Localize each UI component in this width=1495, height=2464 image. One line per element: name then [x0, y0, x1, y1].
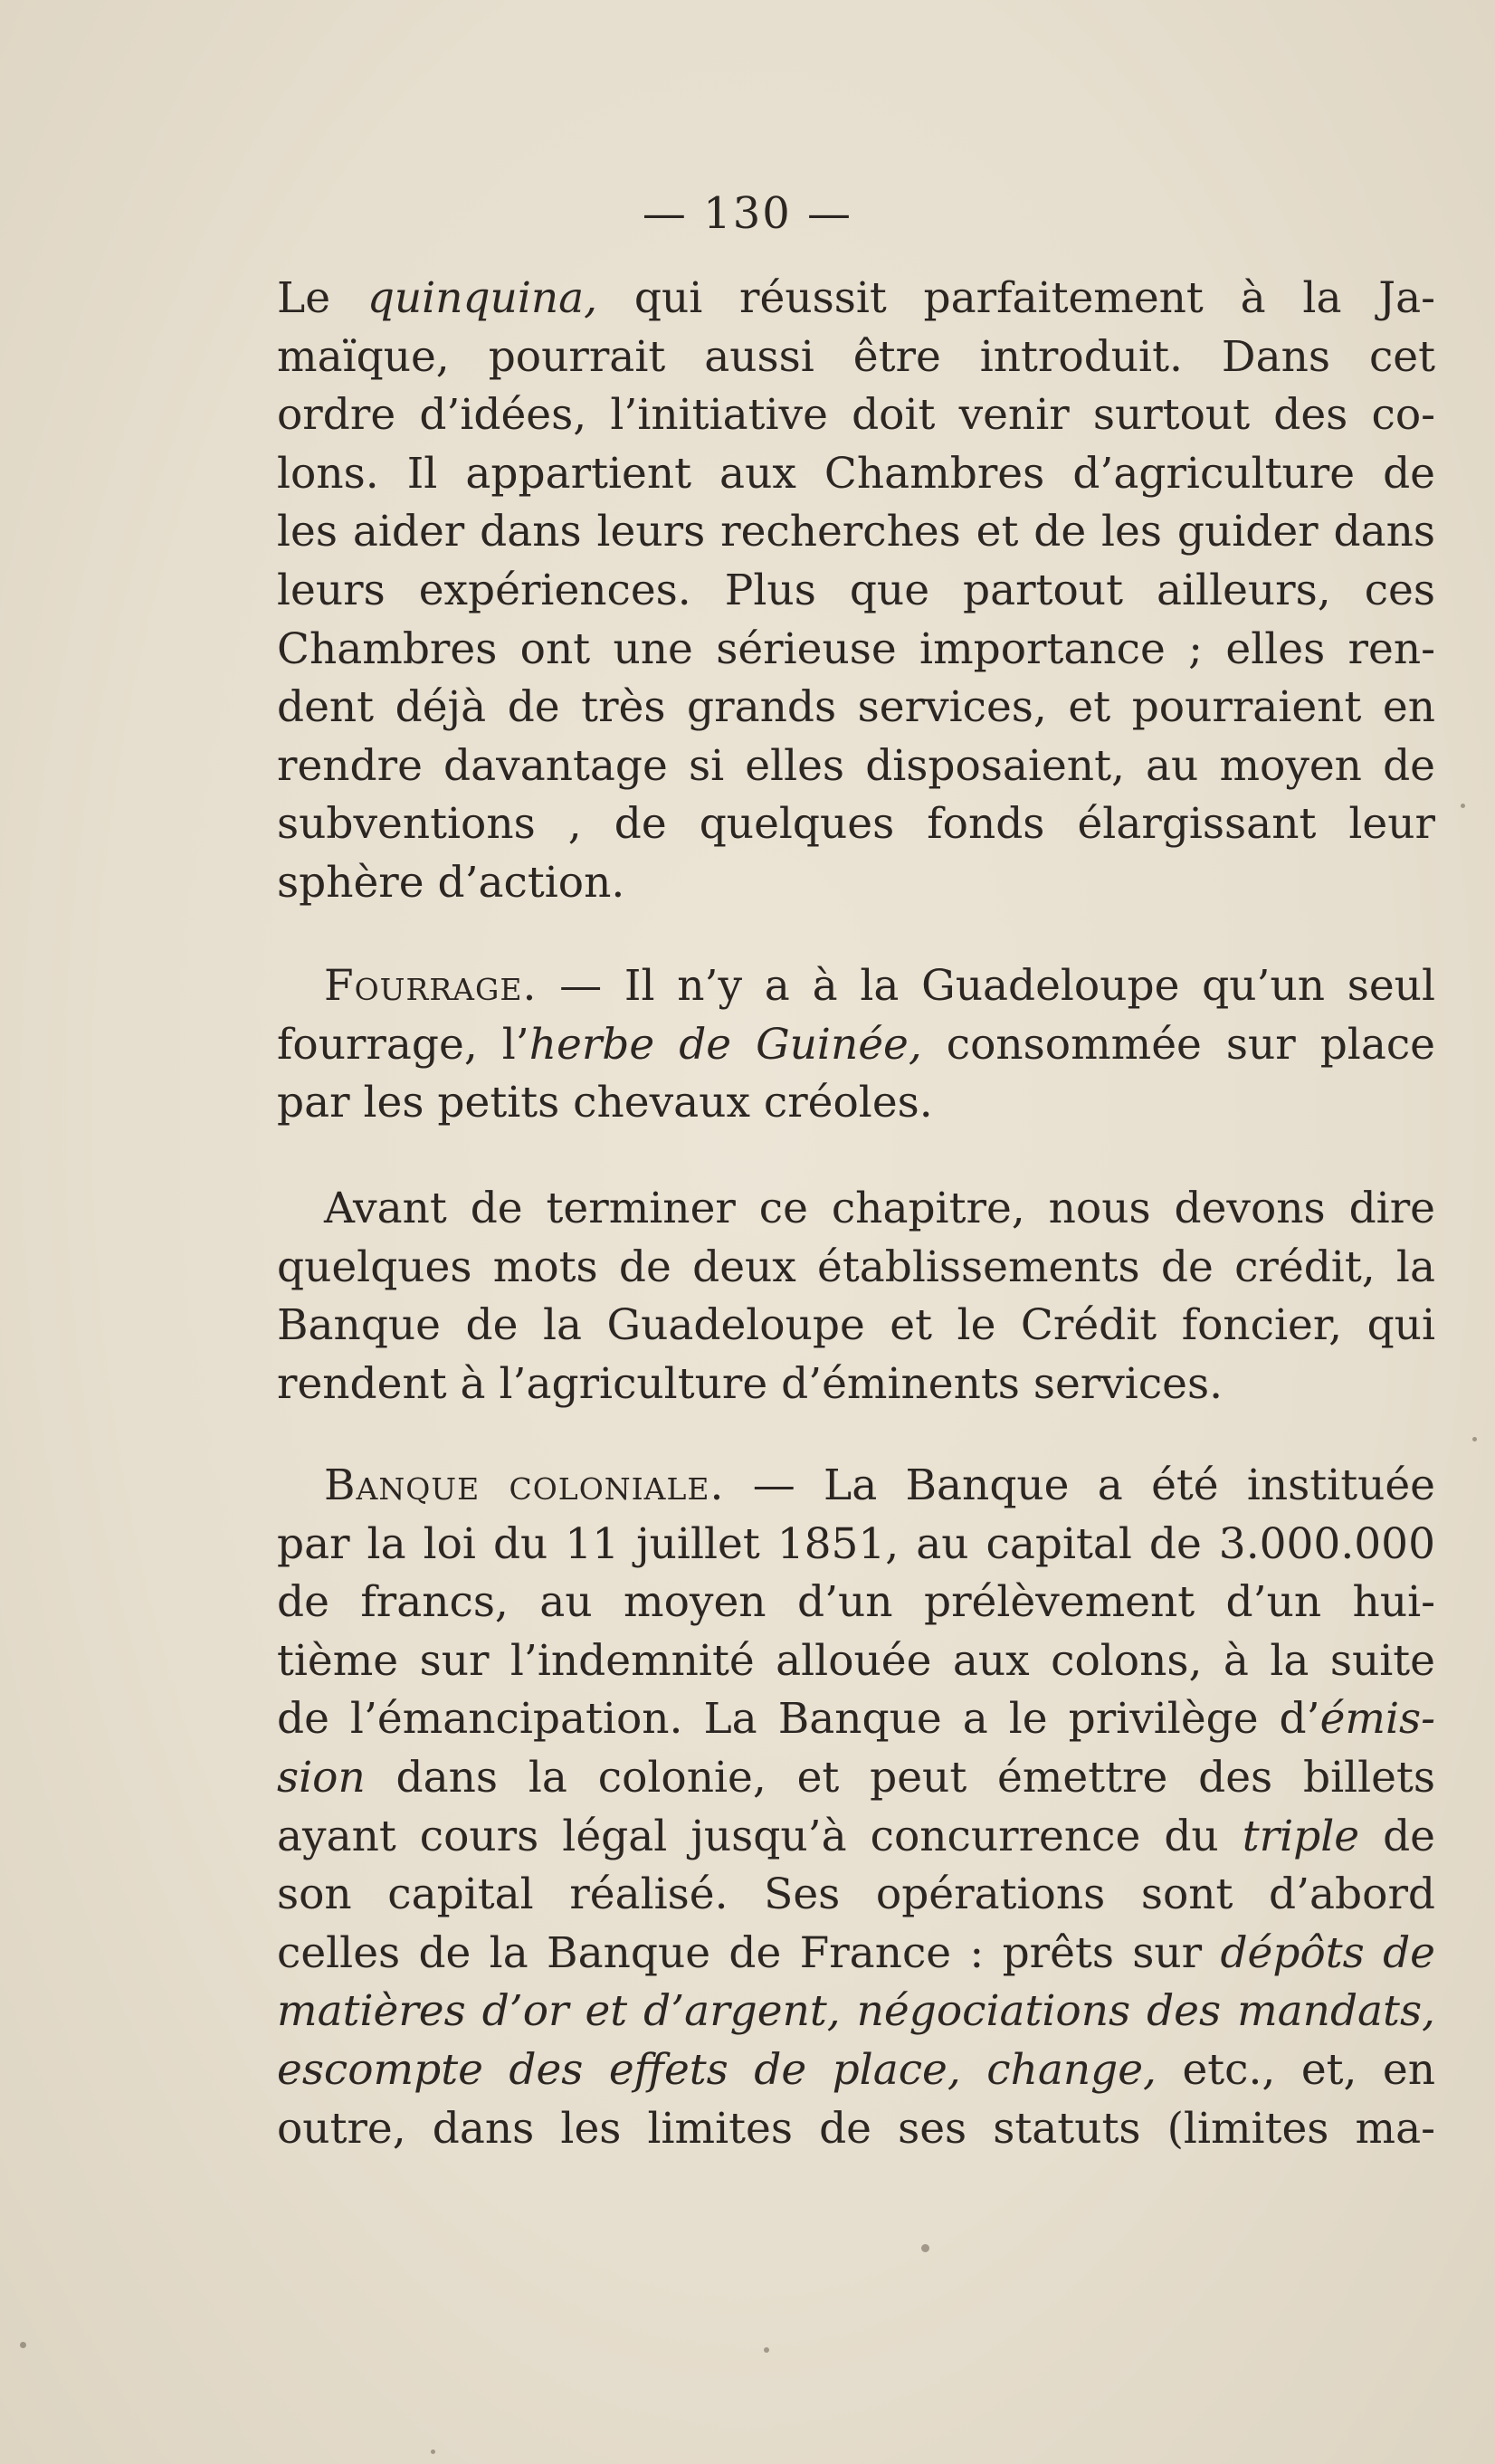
text-line: sion dans la colonie, et peut émettre des billets [277, 1752, 1435, 1803]
text-line: rendent à l’agriculture d’éminents services. [277, 1358, 1224, 1409]
text-line: Avant de terminer ce chapitre, nous devons dire [324, 1184, 1435, 1233]
paragraph-fourrage [277, 957, 1435, 1133]
text-line: fourrage, l’herbe de Guinée, consommée sur place [277, 1019, 1435, 1070]
text-line: matières d’or et d’argent, négociations des mandats, [277, 1986, 1435, 2037]
text-line: ayant cours légal jusqu’à concurrence du triple de [277, 1811, 1435, 1861]
text-line: subventions , de quelques fonds élargissant leur [277, 799, 1435, 850]
paragraph-quinquina [277, 270, 1435, 913]
paper-speck [20, 2342, 26, 2348]
text-line: lons. Il appartient aux Chambres d’agriculture de [277, 448, 1435, 499]
paper-speck [431, 2450, 435, 2454]
text-line: Banque coloniale. — La Banque a été instituée [324, 1460, 1435, 1510]
text-line: les aider dans leurs recherches et de les guider dans [277, 507, 1435, 557]
text-line: par les petits chevaux créoles. [277, 1078, 933, 1128]
paper-speck [1461, 804, 1465, 808]
section-heading: Banque coloniale. [324, 1460, 725, 1510]
text-line: Chambres ont une sérieuse importance ; elles ren- [277, 623, 1435, 674]
text-line: dent déjà de très grands services, et pourraient en [277, 682, 1435, 733]
paragraph-avant [277, 1180, 1435, 1413]
text-line: ordre d’idées, l’initiative doit venir surtout des co- [277, 390, 1435, 441]
text-line: leurs expériences. Plus que partout ailleurs, ces [277, 565, 1435, 615]
text-line: de l’émancipation. La Banque a le privilège d’émis- [277, 1694, 1435, 1745]
text-line: son capital réalisé. Ses opérations sont d’abord [277, 1869, 1435, 1920]
text-line: de francs, au moyen d’un prélèvement d’un hui- [277, 1577, 1435, 1628]
text-line: celles de la Banque de France : prêts sur dépôts de [277, 1927, 1435, 1978]
section-heading: Fourrage. [324, 961, 538, 1011]
paper-speck [764, 2347, 769, 2353]
text-line: maïque, pourrait aussi être introduit. Dans cet [277, 331, 1435, 382]
text-line: Fourrage. — Il n’y a à la Guadeloupe qu’un seul [324, 961, 1435, 1011]
text-line: sphère d’action. [277, 857, 625, 908]
text-line: Banque de la Guadeloupe et le Crédit foncier, qui [277, 1300, 1435, 1351]
page-number-header [0, 186, 1495, 241]
page-number: — 130 — [642, 188, 853, 239]
text-line: tième sur l’indemnité allouée aux colons, à la suite [277, 1635, 1435, 1686]
text-line: escompte des effets de place, change, etc., et, en [277, 2044, 1436, 2095]
text-line: par la loi du 11 juillet 1851, au capital de 3.000.000 [277, 1518, 1435, 1569]
paragraph-banque [277, 1457, 1435, 2158]
text-line: Le quinquina, qui réussit parfaitement à la Ja- [277, 273, 1435, 323]
text-line: outre, dans les limites de ses statuts (limites ma- [277, 2103, 1435, 2154]
paper-speck [921, 2244, 929, 2252]
text-line: rendre davantage si elles disposaient, au moyen de [277, 740, 1435, 791]
text-line: quelques mots de deux établissements de crédit, la [277, 1242, 1435, 1292]
paper-speck [1472, 1437, 1477, 1441]
